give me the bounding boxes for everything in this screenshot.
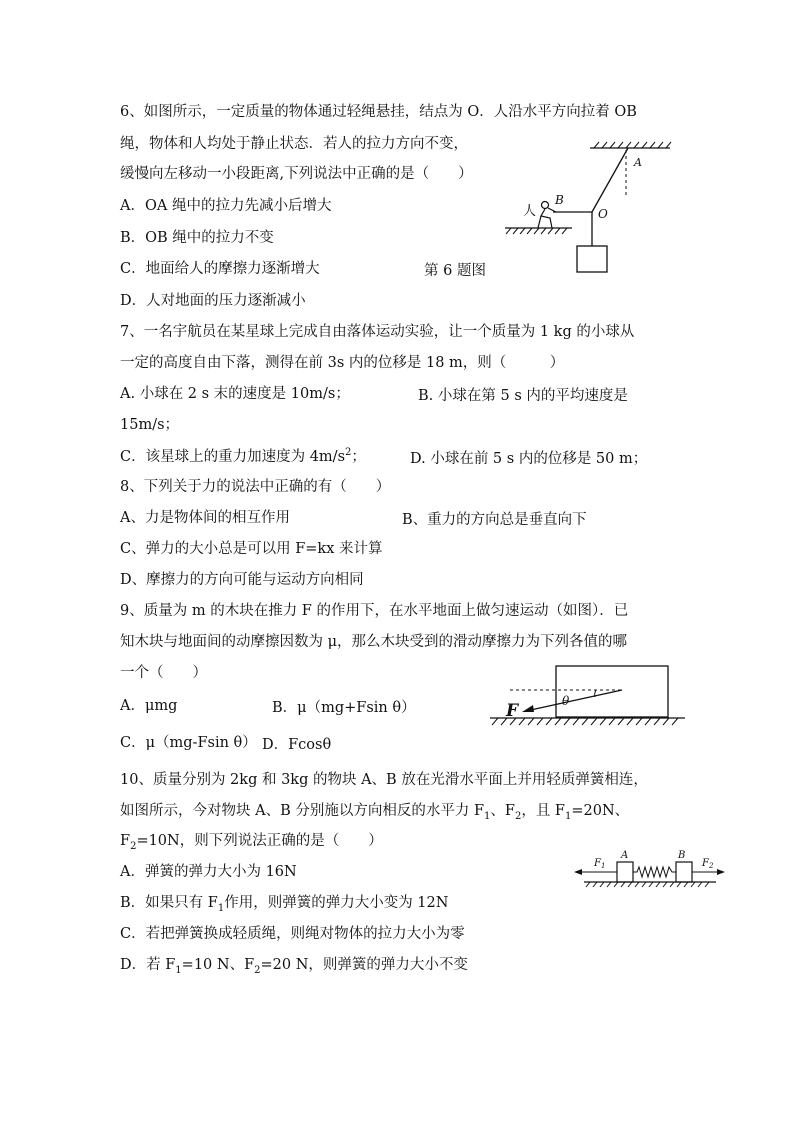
q6-fig-label-a: A [634, 156, 642, 169]
q6-fig-label-b: B [555, 193, 564, 207]
q9-fig-label-f: F [506, 701, 519, 721]
q10-fig-label-a: A [621, 850, 629, 861]
q6-stem-line1: 6、如图所示，一定质量的物体通过轻绳悬挂，结点为 O．人沿水平方向拉着 OB [120, 104, 637, 120]
q7-stem-line1: 7、一名宇航员在某星球上完成自由落体运动实验，让一个质量为 1 kg 的小球从 [120, 324, 635, 340]
q6-figure-caption: 第 6 题图 [424, 263, 486, 279]
q9-stem-line3: 一个（ ） [120, 665, 207, 681]
q8-stem: 8、下列关于力的说法中正确的有（ ） [120, 479, 391, 495]
q10-option-c: C．若把弹簧换成轻质绳，则绳对物体的拉力大小为零 [120, 926, 465, 942]
q9-stem-line2: 知木块与地面间的动摩擦因数为 μ，那么木块受到的滑动摩擦力为下列各值的哪 [120, 634, 628, 650]
q7-option-a: A. 小球在 2 s 末的速度是 10m/s； [120, 386, 350, 402]
q10-fig-label-f2: $F_2$ [702, 858, 714, 870]
q9-option-b: B．μ（mg+Fsin θ） [272, 700, 416, 716]
q6-stem-line3: 缓慢向左移动一小段距离,下列说法中正确的是（ ） [120, 166, 473, 182]
q9-option-a: A．μmg [120, 698, 178, 714]
q7-stem-line2: 一定的高度自由下落，测得在前 3s 内的位移是 18 m，则（ ） [120, 355, 565, 371]
q6-option-a: A．OA 绳中的拉力先减小后增大 [120, 198, 332, 214]
q6-fig-label-person: 人 [523, 204, 537, 219]
q6-option-b: B．OB 绳中的拉力不变 [120, 230, 274, 246]
q9-option-c: C．μ（mg-Fsin θ） [120, 735, 257, 751]
q10-option-b: B．如果只有 $F_1$作用，则弹簧的弹力大小变为 12N [120, 895, 449, 914]
q8-option-a: A、力是物体间的相互作用 [120, 510, 290, 526]
q6-fig-label-o: O [598, 207, 608, 221]
q10-option-d: D．若 $F_1=10$ N、$F_2=20$ N，则弹簧的弹力大小不变 [120, 957, 468, 976]
q6-option-d: D．人对地面的压力逐渐减小 [120, 293, 306, 309]
q8-option-d: D、摩擦力的方向可能与运动方向相同 [120, 572, 364, 588]
q7-option-b-part2: 15m/s； [120, 417, 180, 433]
q7-option-d: D. 小球在前 5 s 内的位移是 50 m； [410, 451, 648, 467]
q10-fig-label-b: B [678, 850, 686, 861]
q10-option-a: A．弹簧的弹力大小为 16N [120, 864, 297, 880]
q10-stem-line1: 10、质量分别为 2kg 和 3kg 的物块 A、B 放在光滑水平面上并用轻质弹簧相连， [120, 772, 648, 788]
q8-option-c: C、弹力的大小总是可以用 F=kx 来计算 [120, 541, 383, 557]
q6-option-c: C．地面给人的摩擦力逐渐增大 [120, 261, 320, 277]
q7-option-b-part1: B. 小球在第 5 s 内的平均速度是 [418, 388, 628, 404]
q9-fig-label-theta: θ [562, 694, 570, 708]
q9-stem-line1: 9、质量为 m 的木块在推力 F 的作用下，在水平地面上做匀速运动（如图）．已 [120, 603, 629, 619]
q7-option-c: C．该星球上的重力加速度为 $4m/s^2$； [120, 447, 366, 465]
q10-stem-line3: $F_2=10N$，则下列说法正确的是（ ） [120, 833, 383, 852]
q9-option-d: D．Fcosθ [262, 737, 332, 753]
q6-stem-line2: 绳，物体和人均处于静止状态．若人的拉力方向不变， [120, 136, 468, 152]
q10-fig-label-f1: $F_1$ [594, 858, 606, 870]
q8-option-b: B、重力的方向总是垂直向下 [402, 512, 587, 528]
q10-stem-line2: 如图所示，今对物块 A、B 分别施以方向相反的水平力 $F_1$、$F_2$，且 $F_1=20N$、 [120, 803, 630, 822]
